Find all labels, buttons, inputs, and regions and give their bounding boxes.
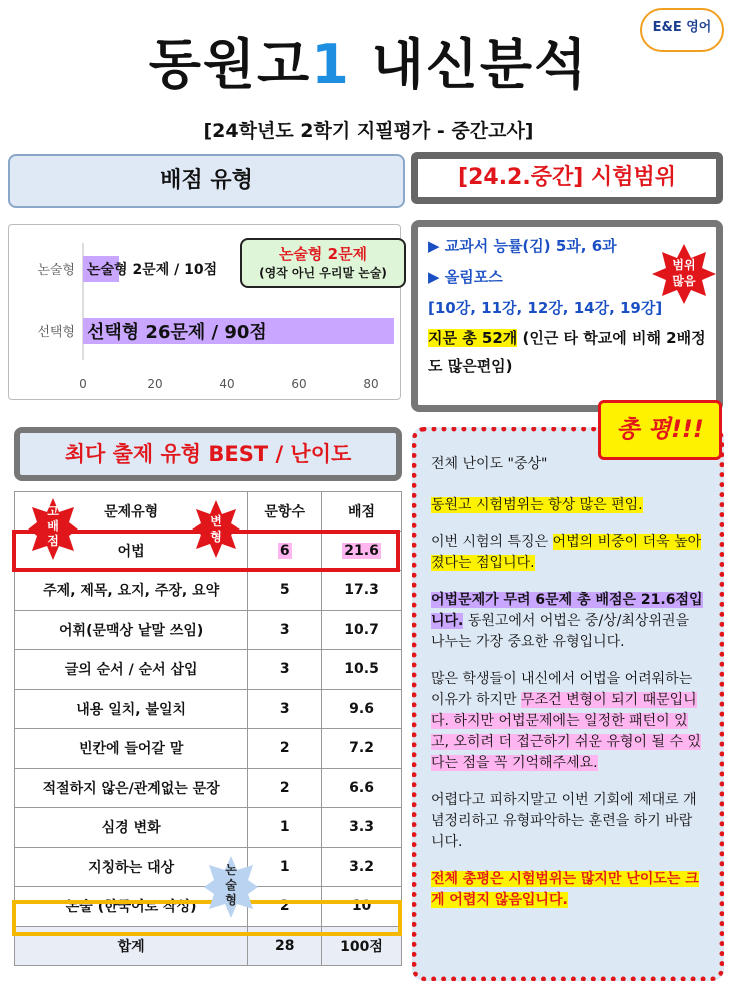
table-cell-score: 3.3 (322, 808, 402, 848)
table-row (15, 808, 402, 848)
title-prefix: 동원고 (148, 33, 312, 96)
table-row (15, 650, 402, 690)
review-p6: 어렵다고 피하지말고 이번 기회에 제대로 개념정리하고 유형파악하는 훈련을 하기 바랍니다. (431, 792, 697, 850)
essay-badge-line3: 형 (225, 893, 237, 907)
table-cell-score: 7.2 (322, 729, 402, 769)
review-p4a: 어법문제가 무려 6문제 총 배점은 21.6점입니다. (431, 592, 703, 629)
range-note-rest: (인근 타 학교에 비해 2배정도 많은편임) (428, 329, 706, 375)
table-cell-type: 어법 (15, 531, 248, 571)
table-cell-type: 주제, 제목, 요지, 주장, 요약 (15, 571, 248, 611)
chart-category-label: 선택형 (37, 325, 75, 340)
table-cell-type: 내용 일치, 불일치 (15, 689, 248, 729)
table-cell-score: 10.7 (322, 610, 402, 650)
essay-callout-sub: (영작 아닌 우리말 논술) (259, 266, 387, 280)
review-p7 (431, 869, 705, 911)
chart-x-tick-label: 40 (219, 377, 235, 391)
table-cell-score-value: 21.6 (344, 542, 379, 559)
table-row (15, 610, 402, 650)
variant-badge-line1: 변 (210, 514, 222, 528)
page-subtitle: [24학년도 2학기 지필평가 - 중간고사] (203, 120, 534, 142)
table-row (15, 689, 402, 729)
review-p7-text: 전체 총평은 시험범위는 많지만 난이도는 크게 어렵지 않음입니다. (431, 871, 699, 908)
review-badge: 총 평!!! (598, 400, 722, 460)
review-difficulty: 전체 난이도 "중상" (431, 456, 548, 472)
chart-data-label: 논술형 2문제 / 10점 (87, 262, 218, 278)
chart-category-label: 논술형 (37, 263, 75, 278)
essay-callout-main: 논술형 2문제 (278, 245, 368, 263)
high-score-badge-line3: 점 (47, 534, 59, 548)
high-score-badge (28, 498, 78, 560)
page-title (0, 22, 737, 99)
score-type-heading: 배점 유형 (8, 154, 405, 208)
table-cell-type: 어휘(문맥상 낱말 쓰임) (15, 610, 248, 650)
table-cell-score: 6.6 (322, 768, 402, 808)
range-badge-line2: 많음 (672, 274, 696, 288)
table-row (15, 729, 402, 769)
high-score-badge-line2: 배 (47, 519, 59, 533)
table-cell-type: 글의 순서 / 순서 삽입 (15, 650, 248, 690)
table-header-type: 문제유형 (15, 492, 248, 532)
review-p4b: 동원고에서 어법은 중/상/최상위권을 나누는 가장 중요한 유형입니다. (431, 613, 690, 650)
table-cell-count: 2 (248, 729, 322, 769)
table-cell-count: 1 (248, 808, 322, 848)
variant-badge-line2: 형 (210, 530, 222, 544)
chart-x-tick-label: 80 (363, 377, 379, 391)
table-cell-score: 3.2 (322, 847, 402, 887)
review-box (412, 427, 724, 981)
range-item-olympos: ▶ 올림포스 (428, 268, 503, 286)
table-cell-count: 1 (248, 847, 322, 887)
chart-x-tick-label: 0 (79, 377, 87, 391)
table-total-count: 28 (248, 926, 322, 966)
title-grade: 1 (311, 33, 351, 96)
review-p4 (431, 590, 705, 653)
chart-data-label: 선택형 26문제 / 90점 (87, 322, 267, 343)
chart-x-tick-label: 20 (147, 377, 163, 391)
table-cell-type: 지칭하는 대상 (15, 847, 248, 887)
title-suffix: 내신분석 (350, 33, 589, 96)
table-cell-count: 3 (248, 689, 322, 729)
review-p2-text: 동원고 시험범위는 항상 많은 편임. (431, 497, 643, 513)
table-cell-score: 10 (322, 887, 402, 927)
table-cell-type: 적절하지 않은/관계없는 문장 (15, 768, 248, 808)
table-cell-score: 17.3 (322, 571, 402, 611)
review-p3c: 입니다. (489, 555, 535, 571)
table-total-score: 100점 (322, 926, 402, 966)
review-p5a: 많은 학생들이 내신에서 어법을 어려워하는 이유가 하지만 (431, 671, 693, 708)
table-cell-type: 논술 (한국어로 작성) (15, 887, 248, 927)
table-cell-count: 5 (248, 571, 322, 611)
high-score-badge-line1: 고 (47, 504, 59, 518)
essay-callout (240, 238, 406, 288)
table-cell-score: 10.5 (322, 650, 402, 690)
range-item-olympos-detail: [10강, 11강, 12강, 14강, 19강] (428, 299, 663, 317)
table-cell-score: 9.6 (322, 689, 402, 729)
table-cell-count: 2 (248, 768, 322, 808)
table-cell-type: 빈칸에 들어갈 말 (15, 729, 248, 769)
range-badge (652, 244, 716, 304)
table-cell-count-value: 6 (279, 542, 290, 559)
brand-logo: E&E 영어 (640, 8, 724, 52)
essay-badge-line2: 술 (225, 878, 237, 892)
review-p3b: 어법의 비중이 더욱 높아졌다는 점 (431, 534, 702, 571)
table-cell-count: 2 (248, 887, 322, 927)
table-row (15, 768, 402, 808)
range-note (428, 324, 706, 380)
review-p5b: 무조건 변형이 되기 때문입니다. 하지만 어법문제에는 일정한 패턴이 있고, 오히려 더 접근하기 쉬운 유형이 될 수 있다는 점을 꼭 기억해주세요. (431, 692, 701, 771)
table-total-label: 합계 (15, 926, 248, 966)
best-type-heading: 최다 출제 유형 BEST / 난이도 (14, 427, 402, 481)
range-badge-line1: 범위 (672, 258, 696, 272)
review-p3 (431, 532, 705, 574)
essay-badge-line1: 논 (225, 863, 237, 877)
table-header-score: 배점 (322, 492, 402, 532)
review-p3a: 이번 시험의 특징은 (431, 534, 553, 550)
review-p2 (431, 495, 705, 516)
essay-badge (204, 856, 258, 918)
chart-x-tick-label: 60 (291, 377, 307, 391)
table-header-count: 문항수 (248, 492, 322, 532)
table-cell-count: 3 (248, 610, 322, 650)
range-note-highlight: 지문 총 52개 (428, 329, 518, 347)
review-p5 (431, 669, 705, 774)
table-cell-type: 심경 변화 (15, 808, 248, 848)
table-row (15, 571, 402, 611)
exam-range-heading: [24.2.중간] 시험범위 (411, 152, 723, 204)
variant-badge (192, 500, 240, 558)
range-item-textbook: ▶ 교과서 능률(김) 5과, 6과 (428, 237, 617, 255)
table-cell-count: 3 (248, 650, 322, 690)
